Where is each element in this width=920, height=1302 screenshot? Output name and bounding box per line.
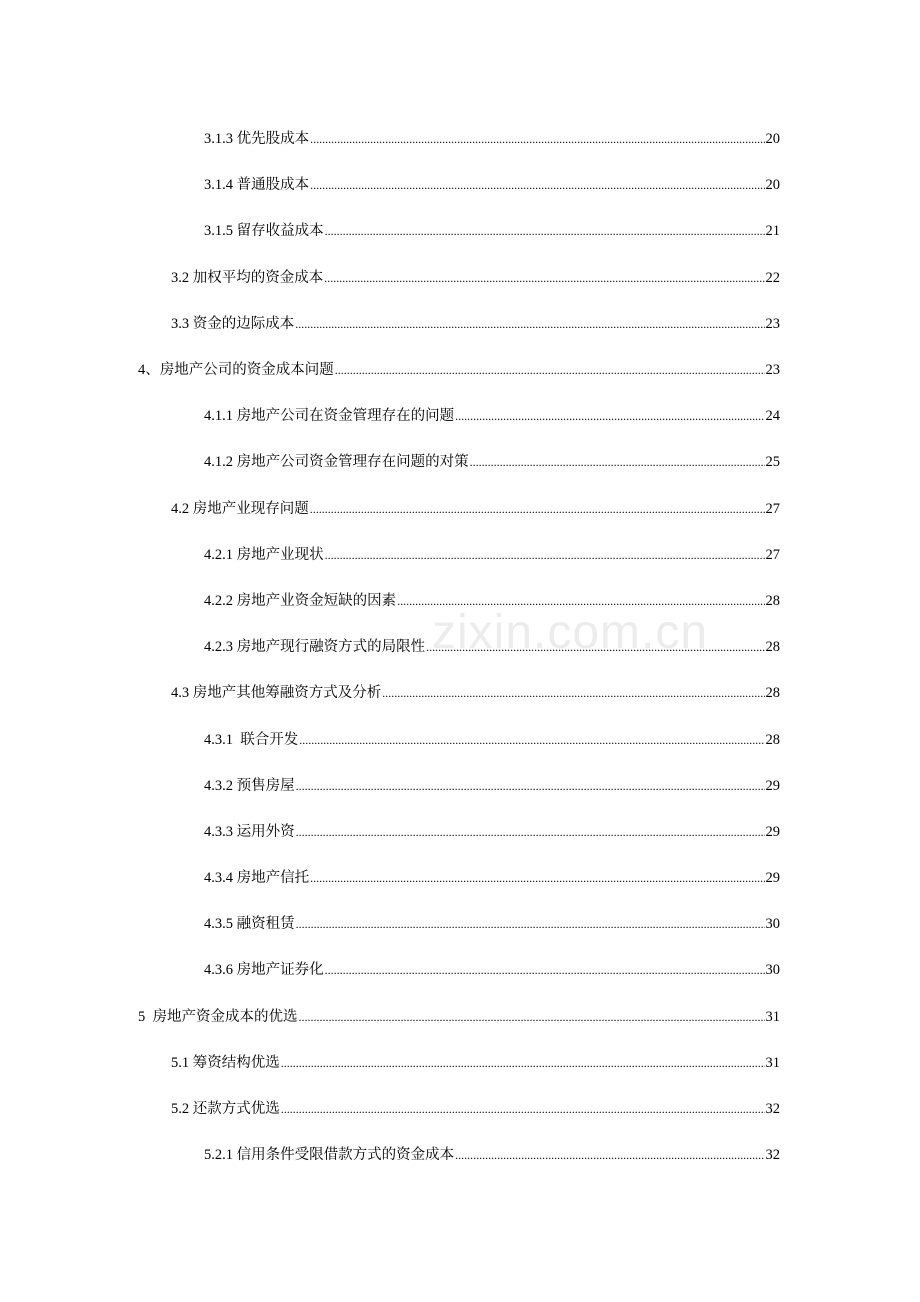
toc-entry[interactable] [0, 162, 920, 208]
toc-entry[interactable] [0, 393, 920, 439]
dot-leader [296, 776, 765, 796]
toc-entry-title: 4、房地产公司的资金成本问题 [138, 362, 334, 379]
toc-entry-page-number: 25 [765, 454, 780, 471]
toc-entry-title: 4.2.1 房地产业现状 [204, 546, 324, 563]
toc-entry-line [204, 1145, 780, 1165]
toc-entry[interactable] [0, 855, 920, 901]
dot-leader [324, 268, 764, 288]
toc-entry-line [171, 499, 780, 519]
toc-entry-page-number: 24 [765, 408, 780, 425]
toc-entry-line [204, 914, 780, 934]
toc-entry[interactable] [0, 486, 920, 532]
dot-leader [397, 591, 764, 611]
toc-entry-title: 3.2 加权平均的资金成本 [171, 269, 324, 286]
dot-leader [296, 914, 765, 934]
watermark: zixin.com.cn [432, 606, 709, 659]
toc-entry-line [204, 221, 780, 241]
toc-entry-line [204, 822, 780, 842]
toc-entry[interactable] [0, 1086, 920, 1132]
toc-entry-line [204, 545, 780, 565]
table-of-contents [0, 116, 920, 1178]
dot-leader [310, 499, 765, 519]
toc-entry-page-number: 30 [765, 916, 780, 933]
dot-leader [310, 129, 764, 149]
toc-entry-page-number: 32 [765, 1101, 780, 1118]
toc-entry-page-number: 32 [765, 1147, 780, 1164]
dot-leader [299, 1007, 765, 1027]
toc-entry-title: 3.3 资金的边际成本 [171, 315, 295, 332]
toc-entry-line [204, 868, 780, 888]
toc-entry-page-number: 29 [765, 823, 780, 840]
toc-entry-page-number: 30 [765, 962, 780, 979]
dot-leader [382, 683, 764, 703]
toc-entry-title: 4.3.3 运用外资 [204, 823, 295, 840]
toc-entry[interactable] [0, 347, 920, 393]
toc-entry[interactable] [0, 301, 920, 347]
toc-entry-line [204, 960, 780, 980]
toc-entry-title: 5.1 筹资结构优选 [171, 1054, 280, 1071]
toc-entry-line [204, 452, 780, 472]
toc-entry-title: 4.3.4 房地产信托 [204, 870, 310, 887]
toc-entry-title: 3.1.3 优先股成本 [204, 131, 310, 148]
toc-entry-title: 4.1.1 房地产公司在资金管理存在的问题 [204, 408, 455, 425]
toc-entry-page-number: 20 [765, 177, 780, 194]
toc-entry[interactable] [0, 578, 920, 624]
toc-entry[interactable] [0, 1040, 920, 1086]
toc-entry-line [204, 776, 780, 796]
toc-entry-line [171, 268, 780, 288]
dot-leader [455, 1145, 764, 1165]
dot-leader [295, 314, 764, 334]
dot-leader [281, 1099, 765, 1119]
toc-entry[interactable] [0, 947, 920, 993]
toc-entry-line [204, 591, 780, 611]
toc-entry-title: 4.3 房地产其他筹融资方式及分析 [171, 685, 382, 702]
dot-leader [426, 637, 764, 657]
toc-entry-line [138, 360, 780, 380]
toc-entry-title: 4.2.3 房地产现行融资方式的局限性 [204, 639, 426, 656]
dot-leader [310, 868, 764, 888]
toc-entry-page-number: 27 [765, 500, 780, 517]
toc-entry[interactable] [0, 1132, 920, 1178]
toc-entry[interactable] [0, 532, 920, 578]
toc-entry[interactable] [0, 624, 920, 670]
toc-entry-line [204, 637, 780, 657]
dot-leader [310, 175, 764, 195]
dot-leader [325, 545, 765, 565]
toc-entry-line [204, 406, 780, 426]
toc-entry[interactable] [0, 994, 920, 1040]
toc-entry-title: 5.2 还款方式优选 [171, 1101, 280, 1118]
dot-leader [470, 452, 765, 472]
toc-entry-title: 4.3.2 预售房屋 [204, 777, 295, 794]
toc-entry-page-number: 28 [765, 685, 780, 702]
toc-entry-title: 3.1.5 留存收益成本 [204, 223, 324, 240]
toc-entry[interactable] [0, 208, 920, 254]
toc-entry[interactable] [0, 116, 920, 162]
toc-entry-title: 5 房地产资金成本的优选 [138, 1008, 298, 1025]
toc-entry-title: 4.3.5 融资租赁 [204, 916, 295, 933]
toc-entry-page-number: 28 [765, 731, 780, 748]
dot-leader [325, 960, 765, 980]
toc-entry[interactable] [0, 901, 920, 947]
toc-entry-line [204, 175, 780, 195]
toc-entry-page-number: 31 [765, 1008, 780, 1025]
toc-entry-page-number: 22 [765, 269, 780, 286]
toc-entry-title: 4.2 房地产业现存问题 [171, 500, 309, 517]
toc-entry-line [171, 1053, 780, 1073]
toc-entry-line [204, 129, 780, 149]
toc-entry-title: 5.2.1 信用条件受限借款方式的资金成本 [204, 1147, 455, 1164]
toc-entry[interactable] [0, 439, 920, 485]
toc-entry-page-number: 31 [765, 1054, 780, 1071]
toc-entry-title: 4.1.2 房地产公司资金管理存在问题的对策 [204, 454, 469, 471]
toc-entry-line [171, 1099, 780, 1119]
toc-entry-title: 4.2.2 房地产业资金短缺的因素 [204, 592, 397, 609]
toc-entry-line [204, 730, 780, 750]
toc-entry-page-number: 20 [765, 131, 780, 148]
dot-leader [281, 1053, 765, 1073]
toc-entry[interactable] [0, 670, 920, 716]
toc-entry-line [138, 1007, 780, 1027]
toc-entry-page-number: 29 [765, 870, 780, 887]
toc-entry-page-number: 27 [765, 546, 780, 563]
toc-entry-page-number: 28 [765, 639, 780, 656]
toc-entry[interactable] [0, 809, 920, 855]
toc-entry-line [171, 314, 780, 334]
dot-leader [455, 406, 764, 426]
toc-entry[interactable] [0, 716, 920, 762]
toc-entry-page-number: 23 [765, 315, 780, 332]
toc-entry-title: 4.3.1 联合开发 [204, 731, 299, 748]
dot-leader [325, 221, 765, 241]
toc-entry-page-number: 29 [765, 777, 780, 794]
toc-entry-page-number: 28 [765, 592, 780, 609]
toc-entry[interactable] [0, 763, 920, 809]
toc-entry-page-number: 21 [765, 223, 780, 240]
dot-leader [299, 730, 764, 750]
toc-entry-title: 3.1.4 普通股成本 [204, 177, 310, 194]
toc-entry-page-number: 23 [765, 362, 780, 379]
toc-entry[interactable] [0, 255, 920, 301]
dot-leader [335, 360, 765, 380]
toc-entry-line [171, 683, 780, 703]
toc-entry-title: 4.3.6 房地产证券化 [204, 962, 324, 979]
dot-leader [296, 822, 765, 842]
